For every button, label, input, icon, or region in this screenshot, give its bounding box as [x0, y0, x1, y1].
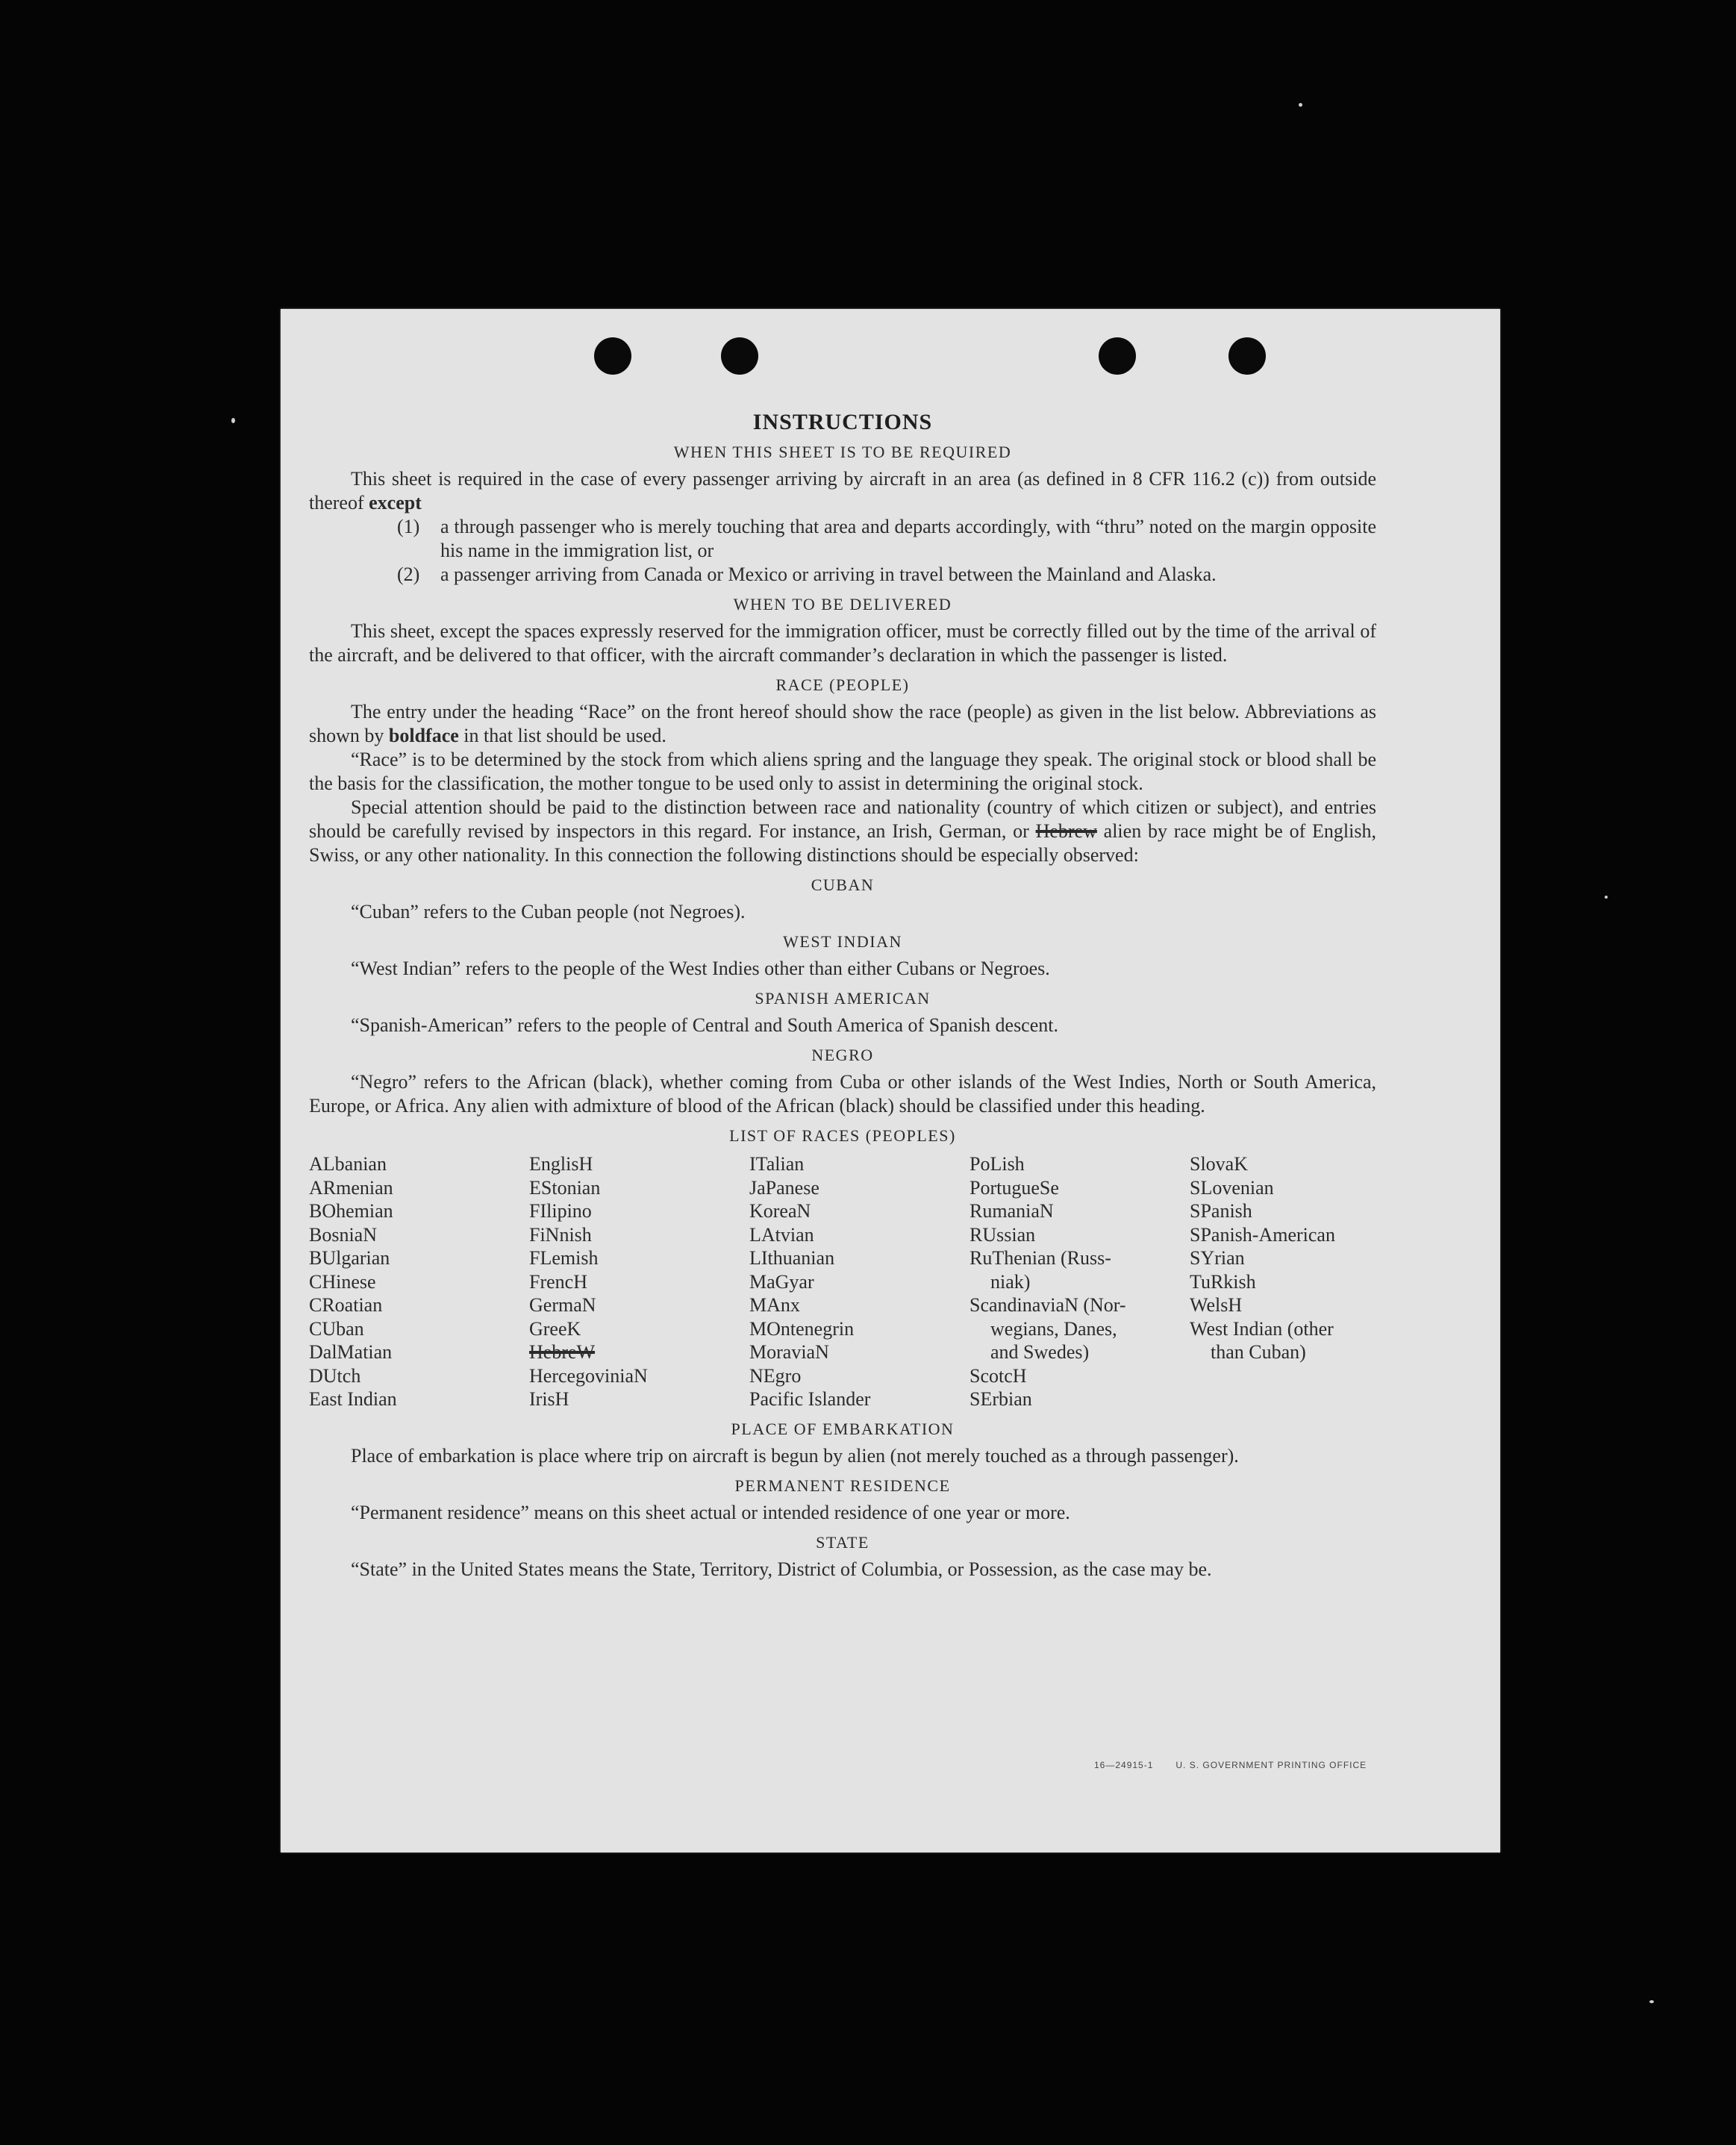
film-speck — [231, 418, 235, 423]
item-number: (1) — [397, 516, 420, 537]
item-text: a through passenger who is merely touching that area and departs accordingly, with “thru” noted on the margin opposite his name in the immigration list, or — [440, 516, 1376, 561]
paragraph-negro: “Negro” refers to the African (black), whether coming from Cuba or other islands of the West Indies, North or South America, Europe, or Africa. Any alien with admixture of blood of the African (black) should be classified under this heading. — [309, 1071, 1376, 1117]
paragraph-residence: “Permanent residence” means on this sheet actual or intended residence of one year or more. — [351, 1501, 1070, 1523]
paragraph-race-3: Special attention should be paid to the distinction between race and nationality (country of which citizen or subject), and entries should be carefully revised by inspectors in this regard. For instance, an Irish, German, or Hebrew alien by race might be of English, Swiss, or any other nationality. In this connection the following distinctions should be especially observed: — [309, 796, 1376, 866]
race-entry: BOhemian — [309, 1200, 393, 1222]
race-entry: SPanish-American — [1190, 1223, 1335, 1246]
races-list — [309, 1152, 1376, 1411]
race-entry: FiNnish — [529, 1223, 592, 1246]
paragraph-cuban: “Cuban” refers to the Cuban people (not Negroes). — [351, 901, 746, 922]
race-entry: SYrian — [1190, 1247, 1245, 1269]
race-entry: MoraviaN — [749, 1341, 829, 1363]
punch-hole — [1228, 337, 1266, 375]
race-entry: RUssian — [970, 1223, 1036, 1246]
exception-item — [309, 563, 1376, 587]
race-entry: ITalian — [749, 1153, 805, 1175]
race-entry: CUban — [309, 1317, 364, 1340]
race-entry: FrencH — [529, 1270, 587, 1293]
film-speck — [1649, 2000, 1654, 2003]
race-entry: LAtvian — [749, 1223, 814, 1246]
paragraph-required: This sheet is required in the case of every passenger arriving by aircraft in an area (as defined in 8 CFR 116.2 (c)) from outside thereof except — [309, 468, 1376, 513]
race-entry: EnglisH — [529, 1153, 593, 1175]
paragraph-west-indian: “West Indian” refers to the people of the West Indies other than either Cubans or Negroes. — [351, 958, 1050, 979]
printer-imprint — [1094, 1760, 1389, 1770]
race-entry: KoreaN — [749, 1200, 811, 1222]
section-heading-delivered: WHEN TO BE DELIVERED — [733, 595, 952, 613]
race-entry: BUlgarian — [309, 1247, 390, 1269]
race-entry: JaPanese — [749, 1176, 819, 1199]
race-entry: SlovaK — [1190, 1153, 1248, 1175]
race-entry: HercegoviniaN — [529, 1364, 648, 1387]
race-entry: East Indian — [309, 1388, 397, 1410]
race-entry: WelsH — [1190, 1294, 1243, 1316]
race-entry: ScotcH — [970, 1364, 1027, 1387]
section-heading-embarkation: PLACE OF EMBARKATION — [731, 1419, 955, 1438]
punch-hole — [721, 337, 758, 375]
races-column — [1190, 1152, 1410, 1411]
race-entry: MaGyar — [749, 1270, 814, 1293]
race-entry: SLovenian — [1190, 1176, 1274, 1199]
race-entry: RuThenian (Russ- — [970, 1247, 1111, 1269]
document-body — [309, 405, 1376, 1582]
race-entry: DUtch — [309, 1364, 361, 1387]
race-entry: West Indian (other — [1190, 1317, 1334, 1340]
race-entry: DalMatian — [309, 1341, 393, 1363]
section-heading-west-indian: WEST INDIAN — [783, 932, 902, 951]
race-entry: FIlipino — [529, 1200, 592, 1222]
paragraph-embarkation: Place of embarkation is place where trip on aircraft is begun by alien (not merely touched as a through passenger). — [351, 1444, 1239, 1467]
race-entry: ScandinaviaN (Nor- — [970, 1294, 1126, 1316]
races-column — [970, 1152, 1190, 1411]
section-heading-list-of-races: LIST OF RACES (PEOPLES) — [729, 1126, 956, 1145]
races-column — [749, 1152, 970, 1411]
paragraph-race-1: The entry under the heading “Race” on the front hereof should show the race (people) as given in the list below. Abbreviations as shown by boldface in that list should be used. — [309, 701, 1376, 746]
form-number: 16—24915-1 — [1094, 1760, 1154, 1770]
races-column — [529, 1152, 749, 1411]
paragraph-spanish-american: “Spanish-American” refers to the people of Central and South America of Spanish descent. — [351, 1014, 1058, 1036]
race-entry: Pacific Islander — [749, 1388, 871, 1410]
race-entry: IrisH — [529, 1388, 569, 1410]
race-entry: PortugueSe — [970, 1176, 1059, 1199]
race-entry: EStonian — [529, 1176, 601, 1199]
race-entry: RumaniaN — [970, 1200, 1054, 1222]
instruction-sheet — [281, 309, 1500, 1852]
race-entry: FLemish — [529, 1247, 599, 1269]
race-entry: MOntenegrin — [749, 1317, 855, 1340]
section-heading-residence: PERMANENT RESIDENCE — [734, 1476, 951, 1495]
race-entry-struck: HebreW — [529, 1341, 596, 1363]
page-title: INSTRUCTIONS — [752, 410, 933, 434]
film-speck — [1299, 103, 1302, 107]
race-entry: CHinese — [309, 1270, 376, 1293]
race-entry: ARmenian — [309, 1176, 393, 1199]
race-entry: PoLish — [970, 1153, 1025, 1175]
race-entry: BosniaN — [309, 1223, 377, 1246]
race-entry: GermaN — [529, 1294, 596, 1316]
race-entry-continued: wegians, Danes, — [990, 1317, 1117, 1340]
race-entry: MAnx — [749, 1294, 800, 1316]
struck-word: Hebrew — [1035, 820, 1097, 842]
races-column — [309, 1152, 529, 1411]
item-number: (2) — [397, 563, 420, 585]
race-entry: SPanish — [1190, 1200, 1252, 1222]
section-heading-required: WHEN THIS SHEET IS TO BE REQUIRED — [673, 443, 1012, 461]
race-entry: GreeK — [529, 1317, 581, 1340]
section-heading-race: RACE (PEOPLE) — [775, 675, 910, 694]
race-entry-continued: than Cuban) — [1211, 1341, 1306, 1363]
paragraph-state: “State” in the United States means the State, Territory, District of Columbia, or Possession, as the case may be. — [351, 1558, 1212, 1580]
punch-hole — [1099, 337, 1136, 375]
film-speck — [1605, 896, 1608, 899]
section-heading-state: STATE — [816, 1532, 869, 1552]
section-heading-spanish-american: SPANISH AMERICAN — [755, 989, 931, 1008]
race-entry-continued: niak) — [990, 1270, 1031, 1293]
paragraph-race-2: “Race” is to be determined by the stock from which aliens spring and the language they speak. The original stock or blood shall be the basis for the classification, the mother tongue to be used only to assist in determining the original stock. — [309, 749, 1376, 794]
section-heading-cuban: CUBAN — [811, 875, 875, 894]
item-text: a passenger arriving from Canada or Mexico or arriving in travel between the Mainland and Alaska. — [440, 563, 1217, 585]
race-entry: SErbian — [970, 1388, 1032, 1410]
race-entry: NEgro — [749, 1364, 802, 1387]
paragraph-delivered: This sheet, except the spaces expressly reserved for the immigration officer, must be correctly filled out by the time of the arrival of the aircraft, and be delivered to that officer, with the aircraft commander’s declaration in which the passenger is listed. — [309, 620, 1376, 666]
race-entry-continued: and Swedes) — [990, 1341, 1090, 1363]
printer-name: U. S. GOVERNMENT PRINTING OFFICE — [1175, 1760, 1367, 1770]
exception-item — [309, 515, 1376, 563]
section-heading-negro: NEGRO — [811, 1046, 874, 1064]
race-entry: TuRkish — [1190, 1270, 1256, 1293]
race-entry: CRoatian — [309, 1294, 383, 1316]
race-entry: LIthuanian — [749, 1247, 835, 1269]
punch-hole — [594, 337, 631, 375]
race-entry: ALbanian — [309, 1153, 387, 1175]
